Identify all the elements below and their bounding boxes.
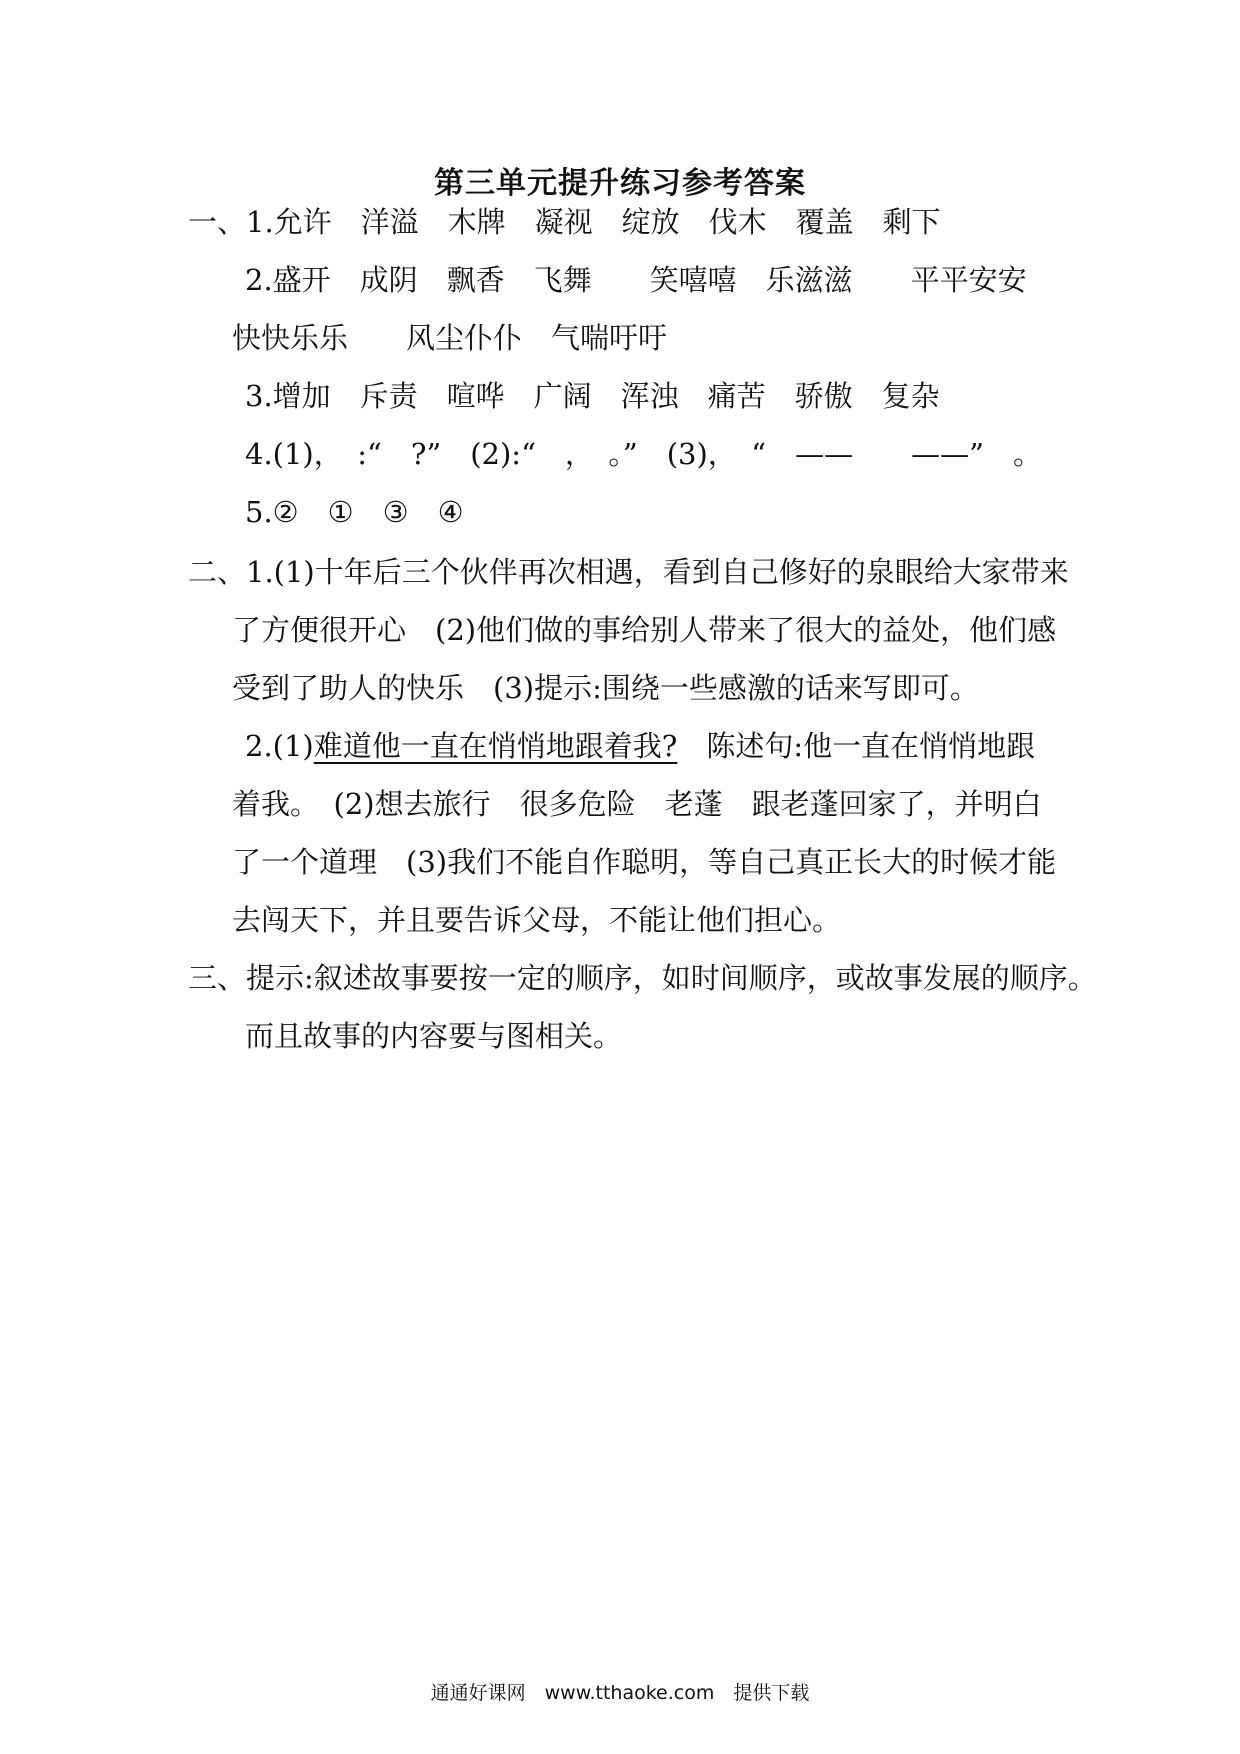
section2-q2-underlined-answer: 难道他一直在悄悄地跟着我? [313, 729, 678, 763]
section2-q2-prefix: 2.(1) [245, 729, 314, 763]
section1-q5: 5.② ① ③ ④ [245, 495, 464, 529]
section3-line2: 而且故事的内容要与图相关。 [245, 1019, 623, 1053]
section1-q4: 4.(1)， :“ ?” (2):“ ， 。” (3)， “ —— ——” 。 [245, 437, 1042, 471]
section2-q1-line3: 受到了助人的快乐 (3)提示:围绕一些感激的话来写即可。 [232, 671, 979, 705]
section1-q3: 3.增加 斥责 喧哗 广阔 浑浊 痛苦 骄傲 复杂 [245, 379, 940, 413]
section2-q2-line2: 着我。 (2)想去旅行 很多危险 老蓬 跟老蓬回家了，并明白 [232, 787, 1042, 821]
section1-q2-line2: 快快乐乐 风尘仆仆 气喘吁吁 [232, 321, 668, 355]
section3-line1: 三、提示:叙述故事要按一定的顺序，如时间顺序，或故事发展的顺序。 [188, 961, 1097, 995]
section2-q1-line2: 了方便很开心 (2)他们做的事给别人带来了很大的益处，他们感 [232, 613, 1057, 647]
footer-download-note: 通通好课网 www.tthaoke.com 提供下载 [430, 1682, 810, 1704]
section2-q2-suffix: 陈述句:他一直在悄悄地跟 [677, 729, 1036, 763]
section1-q1: 一、1.允许 洋溢 木牌 凝视 绽放 伐木 覆盖 剩下 [188, 205, 941, 239]
document-title: 第三单元提升练习参考答案 [434, 166, 806, 201]
section2-q2-line4: 去闯天下，并且要告诉父母，不能让他们担心。 [232, 903, 842, 937]
section2-q2-line3: 了一个道理 (3)我们不能自作聪明，等自己真正长大的时候才能 [232, 845, 1057, 879]
section1-q2-line1: 2.盛开 成阴 飘香 飞舞 笑嘻嘻 乐滋滋 平平安安 [245, 263, 1027, 297]
section2-q2-line1 [245, 726, 1035, 766]
section2-q1-line1: 二、1.(1)十年后三个伙伴再次相遇，看到自己修好的泉眼给大家带来 [188, 555, 1069, 589]
